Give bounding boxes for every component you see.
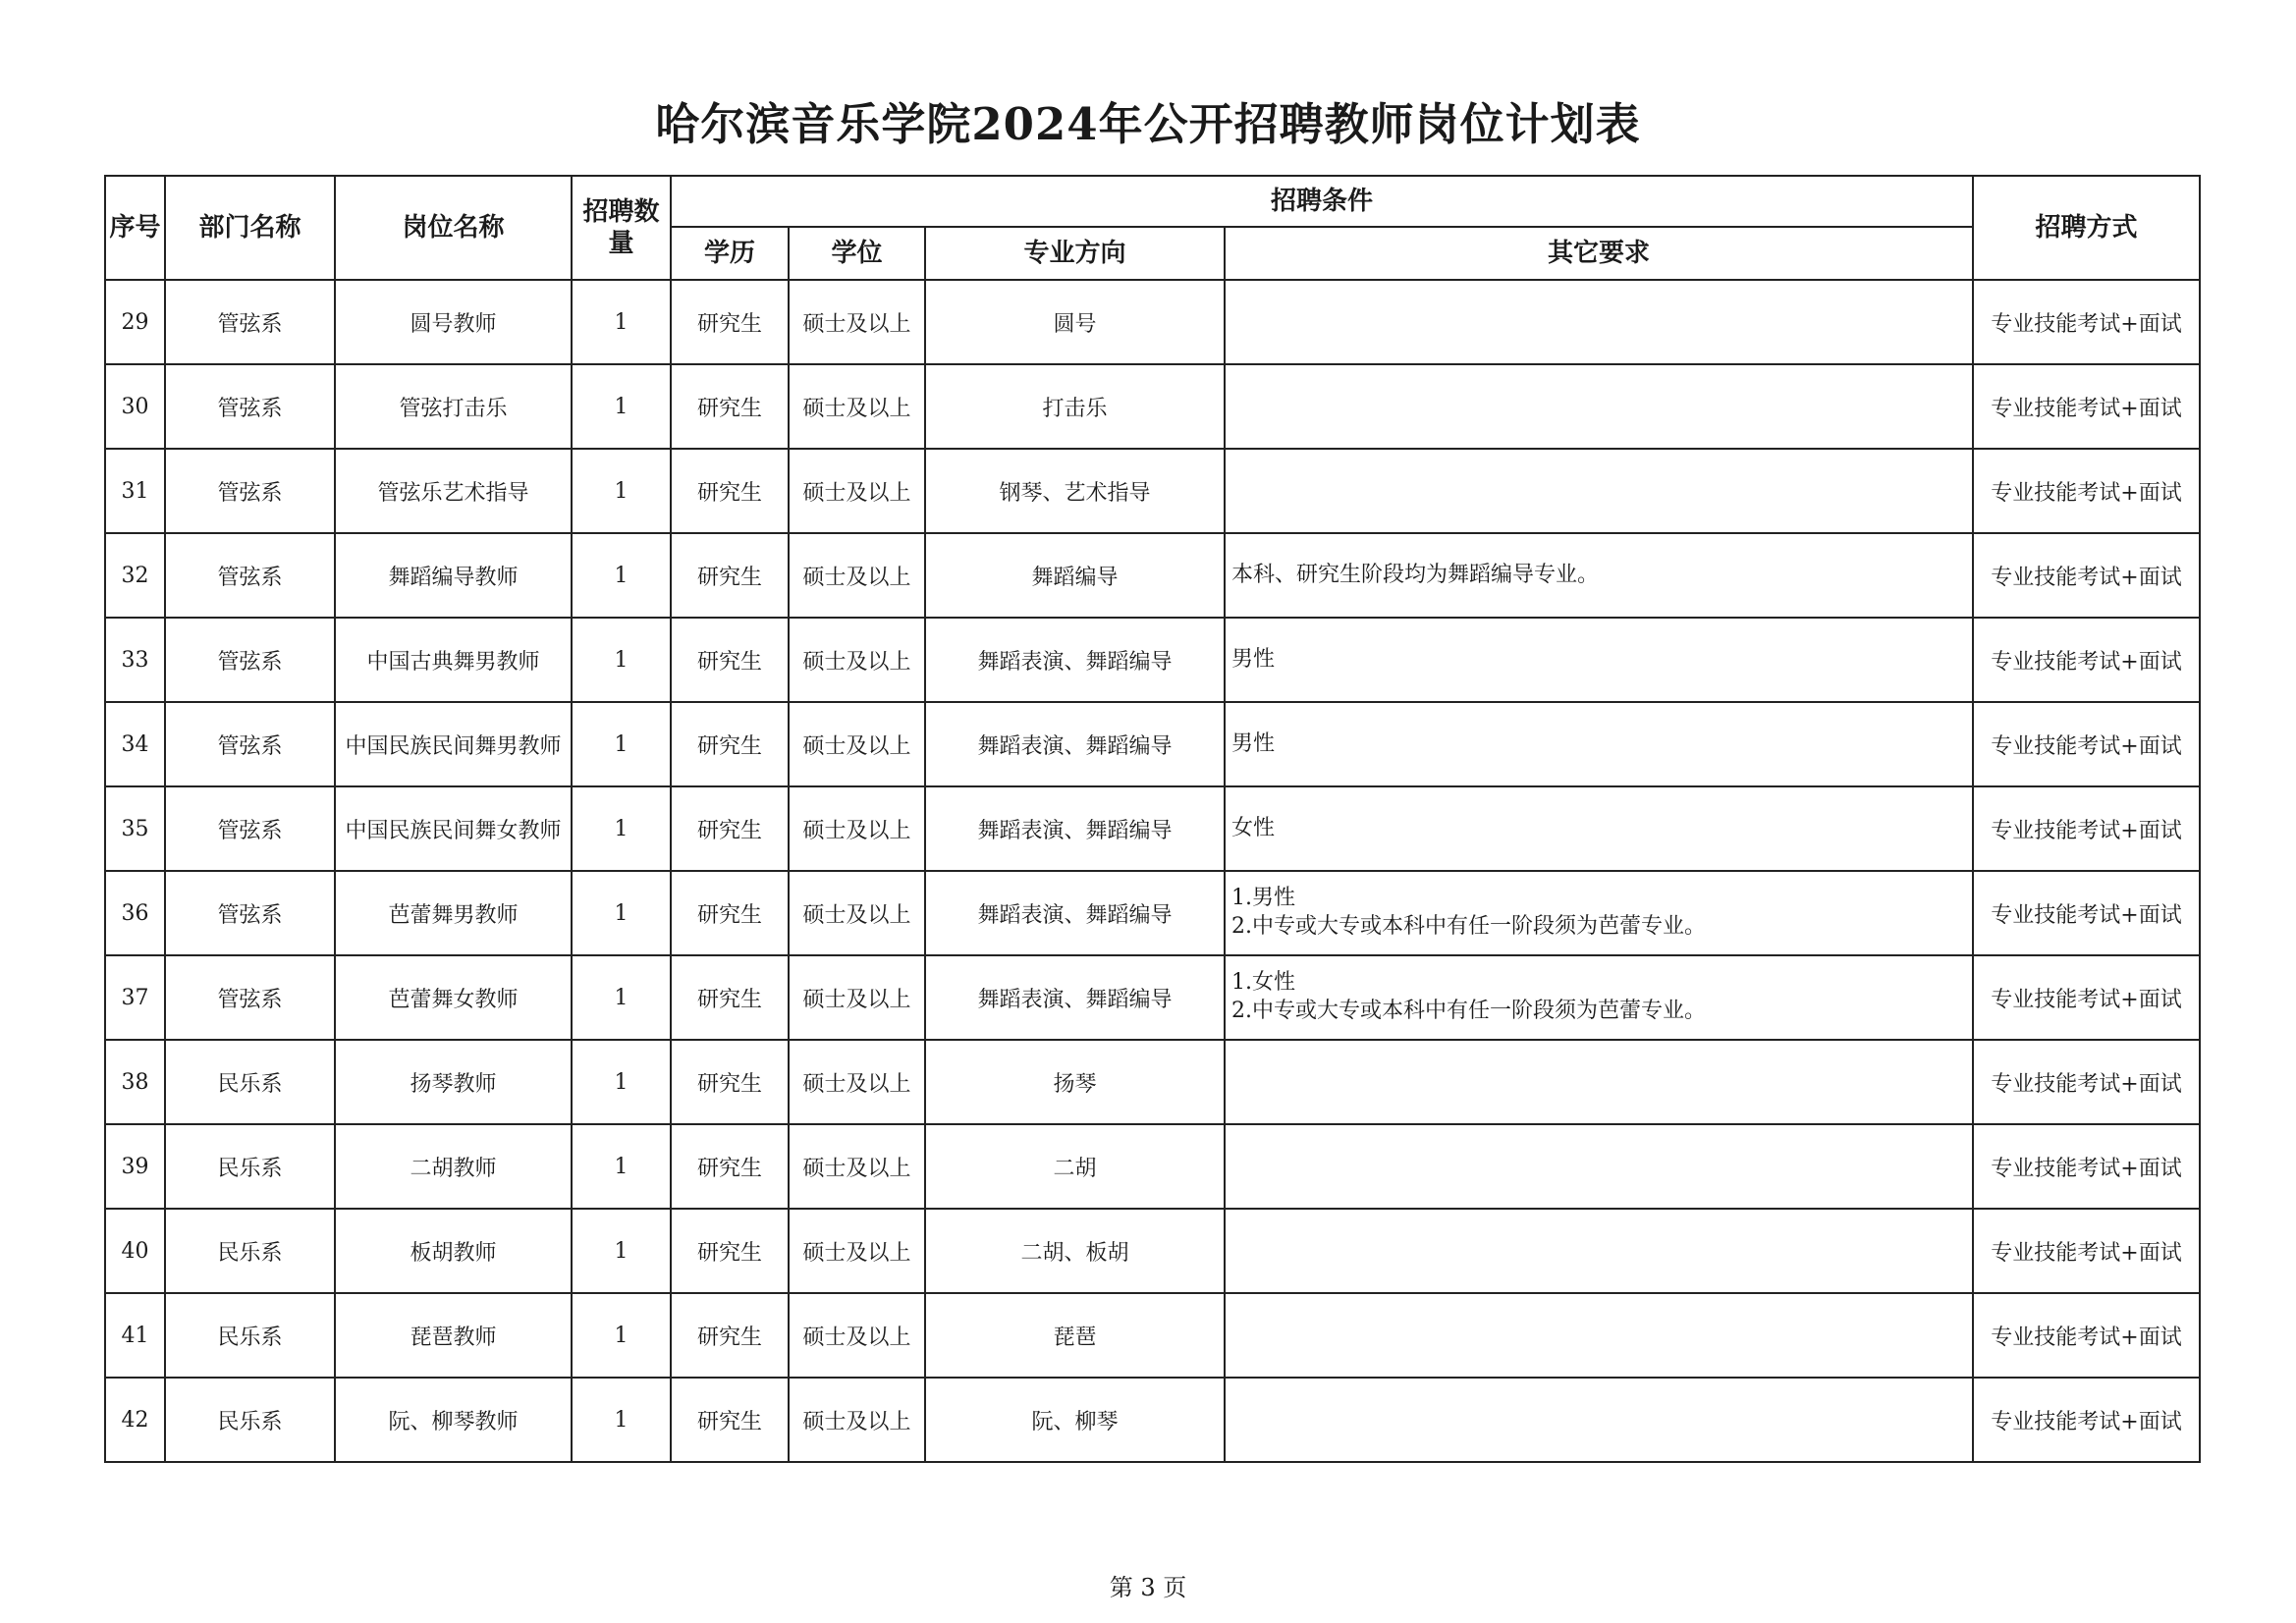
header-dept: 部门名称 [165, 176, 335, 280]
cell-education: 研究生 [671, 280, 789, 364]
cell-seq: 41 [105, 1293, 165, 1378]
cell-method: 专业技能考试+面试 [1973, 618, 2200, 702]
cell-dept: 管弦系 [165, 702, 335, 786]
page-number: 第 3 页 [1109, 1574, 1187, 1601]
table-row [105, 618, 2200, 702]
cell-major: 舞蹈表演、舞蹈编导 [925, 702, 1225, 786]
cell-count: 1 [572, 1124, 671, 1209]
cell-major: 舞蹈表演、舞蹈编导 [925, 871, 1225, 955]
table-row [105, 1040, 2200, 1124]
other-requirement-line: 2.中专或大专或本科中有任一阶段须为芭蕾专业。 [1231, 999, 1706, 1023]
cell-method: 专业技能考试+面试 [1973, 449, 2200, 533]
cell-seq: 30 [105, 364, 165, 449]
cell-method: 专业技能考试+面试 [1973, 533, 2200, 618]
cell-count: 1 [572, 1293, 671, 1378]
cell-major: 舞蹈编导 [925, 533, 1225, 618]
cell-post: 中国古典舞男教师 [335, 618, 572, 702]
cell-other [1225, 786, 1973, 871]
cell-seq: 34 [105, 702, 165, 786]
cell-count: 1 [572, 871, 671, 955]
cell-other [1225, 533, 1973, 618]
cell-major: 舞蹈表演、舞蹈编导 [925, 955, 1225, 1040]
cell-other [1225, 1209, 1973, 1293]
cell-education: 研究生 [671, 618, 789, 702]
cell-post: 二胡教师 [335, 1124, 572, 1209]
other-requirement-line: 1.男性 [1231, 886, 1295, 911]
cell-degree: 硕士及以上 [789, 280, 925, 364]
cell-count: 1 [572, 786, 671, 871]
cell-education: 研究生 [671, 1124, 789, 1209]
cell-other [1225, 1293, 1973, 1378]
cell-major: 圆号 [925, 280, 1225, 364]
cell-other [1225, 364, 1973, 449]
table-row [105, 1378, 2200, 1462]
cell-seq: 33 [105, 618, 165, 702]
cell-method: 专业技能考试+面试 [1973, 1209, 2200, 1293]
cell-degree: 硕士及以上 [789, 618, 925, 702]
other-requirement-line: 本科、研究生阶段均为舞蹈编导专业。 [1231, 562, 1600, 587]
cell-other [1225, 1378, 1973, 1462]
cell-degree: 硕士及以上 [789, 702, 925, 786]
cell-method: 专业技能考试+面试 [1973, 955, 2200, 1040]
cell-method: 专业技能考试+面试 [1973, 1293, 2200, 1378]
other-requirement-line: 2.中专或大专或本科中有任一阶段须为芭蕾专业。 [1231, 914, 1706, 939]
cell-dept: 管弦系 [165, 449, 335, 533]
recruitment-plan-table [104, 175, 2201, 1463]
cell-post: 舞蹈编导教师 [335, 533, 572, 618]
cell-seq: 35 [105, 786, 165, 871]
cell-post: 阮、柳琴教师 [335, 1378, 572, 1462]
cell-major: 舞蹈表演、舞蹈编导 [925, 618, 1225, 702]
cell-dept: 民乐系 [165, 1293, 335, 1378]
other-requirement-line: 女性 [1231, 815, 1276, 840]
table-body [105, 280, 2200, 1462]
cell-seq: 42 [105, 1378, 165, 1462]
cell-degree: 硕士及以上 [789, 533, 925, 618]
cell-education: 研究生 [671, 1209, 789, 1293]
cell-count: 1 [572, 1040, 671, 1124]
cell-education: 研究生 [671, 702, 789, 786]
cell-degree: 硕士及以上 [789, 955, 925, 1040]
cell-method: 专业技能考试+面试 [1973, 702, 2200, 786]
cell-method: 专业技能考试+面试 [1973, 1378, 2200, 1462]
cell-seq: 40 [105, 1209, 165, 1293]
cell-other [1225, 618, 1973, 702]
table-row [105, 702, 2200, 786]
cell-count: 1 [572, 955, 671, 1040]
cell-degree: 硕士及以上 [789, 364, 925, 449]
other-requirement-line: 男性 [1231, 730, 1276, 756]
cell-education: 研究生 [671, 1040, 789, 1124]
cell-seq: 37 [105, 955, 165, 1040]
cell-dept: 民乐系 [165, 1040, 335, 1124]
cell-major: 打击乐 [925, 364, 1225, 449]
header-post: 岗位名称 [335, 176, 572, 280]
table-row [105, 1293, 2200, 1378]
table-row [105, 1209, 2200, 1293]
cell-dept: 民乐系 [165, 1124, 335, 1209]
cell-major: 阮、柳琴 [925, 1378, 1225, 1462]
cell-count: 1 [572, 449, 671, 533]
cell-degree: 硕士及以上 [789, 1040, 925, 1124]
cell-method: 专业技能考试+面试 [1973, 786, 2200, 871]
cell-other [1225, 1124, 1973, 1209]
cell-major: 扬琴 [925, 1040, 1225, 1124]
other-requirement-line: 男性 [1231, 646, 1276, 672]
cell-education: 研究生 [671, 364, 789, 449]
other-requirement-line: 1.女性 [1231, 970, 1295, 996]
cell-education: 研究生 [671, 1378, 789, 1462]
cell-post: 中国民族民间舞女教师 [335, 786, 572, 871]
cell-education: 研究生 [671, 786, 789, 871]
table-row [105, 280, 2200, 364]
cell-method: 专业技能考试+面试 [1973, 364, 2200, 449]
table-row [105, 955, 2200, 1040]
header-count: 招聘数量 [572, 176, 671, 280]
header-method: 招聘方式 [1973, 176, 2200, 280]
cell-dept: 管弦系 [165, 364, 335, 449]
cell-post: 圆号教师 [335, 280, 572, 364]
cell-count: 1 [572, 1209, 671, 1293]
cell-seq: 31 [105, 449, 165, 533]
table-row [105, 364, 2200, 449]
cell-post: 管弦乐艺术指导 [335, 449, 572, 533]
cell-count: 1 [572, 1378, 671, 1462]
cell-dept: 管弦系 [165, 871, 335, 955]
cell-count: 1 [572, 618, 671, 702]
cell-other [1225, 702, 1973, 786]
cell-other [1225, 280, 1973, 364]
cell-dept: 管弦系 [165, 786, 335, 871]
cell-major: 二胡、板胡 [925, 1209, 1225, 1293]
page-title: 哈尔滨音乐学院2024年公开招聘教师岗位计划表 [655, 98, 1641, 150]
cell-seq: 38 [105, 1040, 165, 1124]
header-other: 其它要求 [1225, 227, 1973, 280]
cell-education: 研究生 [671, 1293, 789, 1378]
header-degree: 学位 [789, 227, 925, 280]
cell-degree: 硕士及以上 [789, 1124, 925, 1209]
header-major: 专业方向 [925, 227, 1225, 280]
cell-other [1225, 955, 1973, 1040]
cell-other [1225, 449, 1973, 533]
cell-count: 1 [572, 533, 671, 618]
cell-education: 研究生 [671, 533, 789, 618]
cell-dept: 管弦系 [165, 955, 335, 1040]
header-conditions: 招聘条件 [671, 176, 1973, 227]
cell-seq: 36 [105, 871, 165, 955]
header-education: 学历 [671, 227, 789, 280]
cell-education: 研究生 [671, 449, 789, 533]
cell-dept: 民乐系 [165, 1378, 335, 1462]
cell-major: 琵琶 [925, 1293, 1225, 1378]
header-seq: 序号 [105, 176, 165, 280]
table-row [105, 786, 2200, 871]
cell-seq: 29 [105, 280, 165, 364]
cell-education: 研究生 [671, 955, 789, 1040]
cell-other [1225, 1040, 1973, 1124]
table-row [105, 533, 2200, 618]
cell-seq: 39 [105, 1124, 165, 1209]
cell-post: 琵琶教师 [335, 1293, 572, 1378]
cell-count: 1 [572, 702, 671, 786]
cell-education: 研究生 [671, 871, 789, 955]
cell-major: 二胡 [925, 1124, 1225, 1209]
table-row [105, 449, 2200, 533]
cell-degree: 硕士及以上 [789, 871, 925, 955]
cell-method: 专业技能考试+面试 [1973, 1124, 2200, 1209]
cell-degree: 硕士及以上 [789, 1378, 925, 1462]
cell-dept: 管弦系 [165, 280, 335, 364]
cell-degree: 硕士及以上 [789, 1293, 925, 1378]
cell-seq: 32 [105, 533, 165, 618]
cell-other [1225, 871, 1973, 955]
cell-method: 专业技能考试+面试 [1973, 280, 2200, 364]
cell-degree: 硕士及以上 [789, 449, 925, 533]
table-row [105, 871, 2200, 955]
cell-major: 舞蹈表演、舞蹈编导 [925, 786, 1225, 871]
cell-dept: 管弦系 [165, 618, 335, 702]
cell-post: 芭蕾舞男教师 [335, 871, 572, 955]
cell-method: 专业技能考试+面试 [1973, 871, 2200, 955]
table-row [105, 1124, 2200, 1209]
cell-post: 管弦打击乐 [335, 364, 572, 449]
cell-method: 专业技能考试+面试 [1973, 1040, 2200, 1124]
cell-post: 扬琴教师 [335, 1040, 572, 1124]
cell-major: 钢琴、艺术指导 [925, 449, 1225, 533]
cell-degree: 硕士及以上 [789, 1209, 925, 1293]
cell-dept: 管弦系 [165, 533, 335, 618]
cell-count: 1 [572, 280, 671, 364]
cell-dept: 民乐系 [165, 1209, 335, 1293]
cell-count: 1 [572, 364, 671, 449]
cell-post: 板胡教师 [335, 1209, 572, 1293]
cell-post: 中国民族民间舞男教师 [335, 702, 572, 786]
cell-post: 芭蕾舞女教师 [335, 955, 572, 1040]
cell-degree: 硕士及以上 [789, 786, 925, 871]
